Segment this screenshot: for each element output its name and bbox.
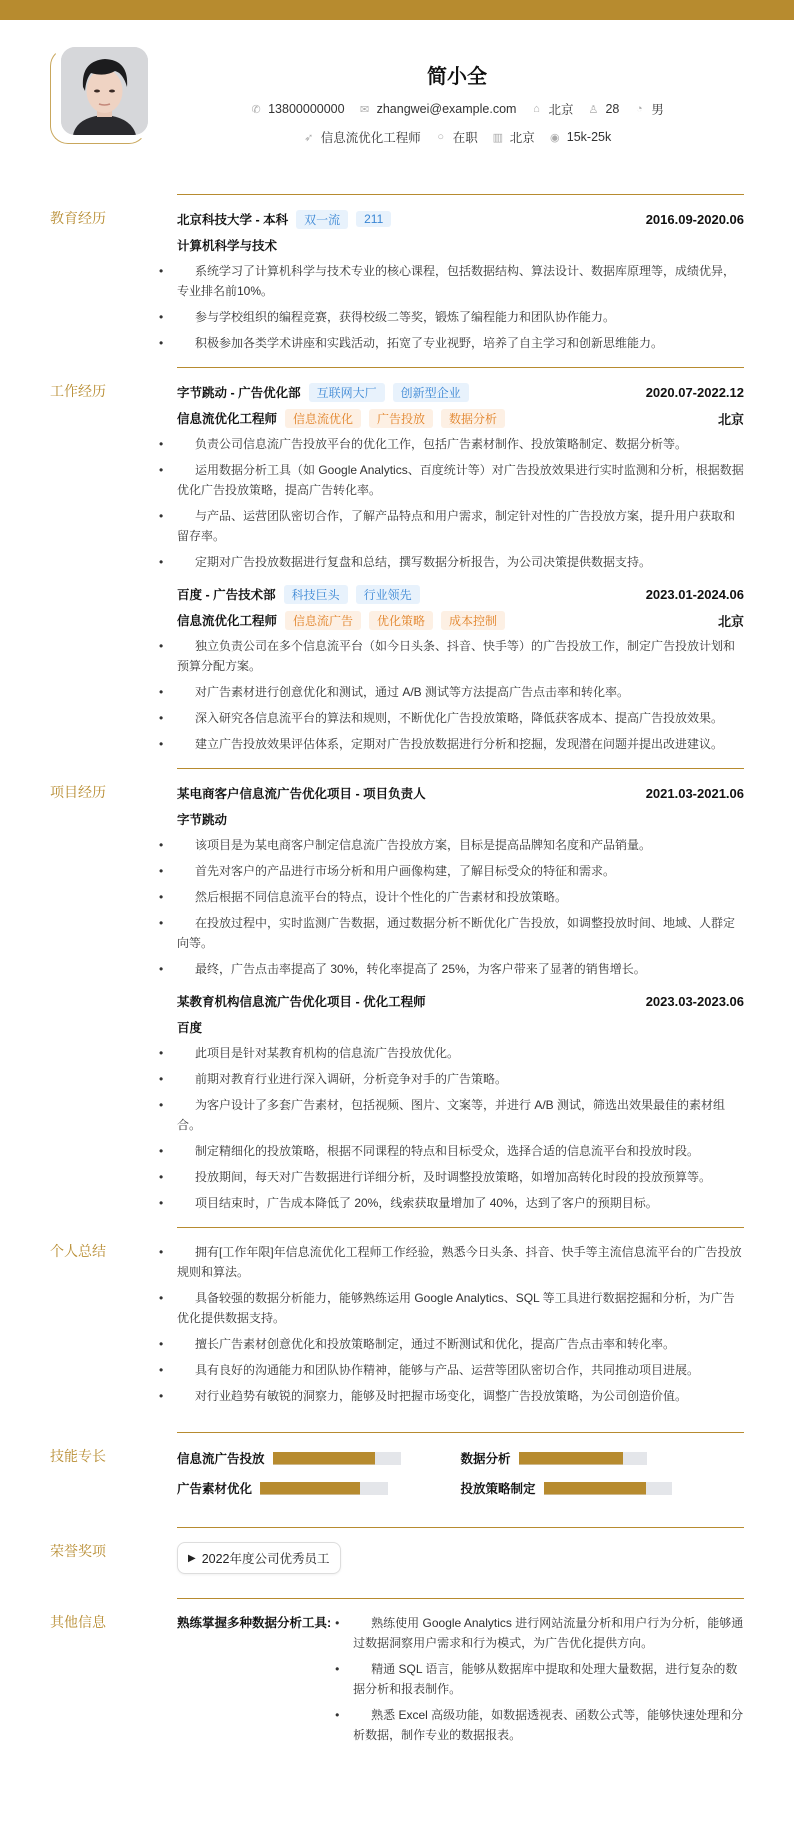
section-divider bbox=[177, 1598, 744, 1599]
school-tag: 双一流 bbox=[296, 210, 348, 229]
skill-bar bbox=[260, 1482, 388, 1495]
phone-icon: ✆ bbox=[251, 103, 261, 116]
section-divider bbox=[177, 1527, 744, 1528]
skill-bar bbox=[273, 1452, 401, 1465]
cake-icon: ♙ bbox=[588, 103, 599, 116]
project-bullets bbox=[177, 835, 744, 979]
summary-bullets bbox=[177, 1242, 744, 1406]
other-label: 熟练掌握多种数据分析工具: bbox=[177, 1616, 332, 1630]
education-bullets bbox=[177, 261, 744, 353]
role-tag: 广告投放 bbox=[369, 409, 433, 428]
project-date: 2021.03-2021.06 bbox=[645, 785, 744, 801]
bullet-item: • 制定精细化的投放策略，根据不同课程的特点和目标受众，选择合适的信息流平台和投放时段。 bbox=[177, 1141, 744, 1161]
major: 计算机科学与技术 bbox=[177, 239, 278, 253]
contact-row bbox=[0, 100, 794, 118]
project-entry bbox=[177, 991, 744, 1213]
work-bullets bbox=[177, 434, 744, 572]
home-icon: ⌂ bbox=[533, 103, 540, 115]
bullet-item: • 擅长广告素材创意优化和投放策略制定，通过不断测试和优化，提高广告点击率和转化率。 bbox=[177, 1334, 744, 1354]
section-title-education: 教育经历 bbox=[50, 210, 106, 226]
info-value: 北京 bbox=[548, 103, 574, 117]
info-value: zhangwei@example.com bbox=[376, 102, 517, 116]
project-date: 2023.03-2023.06 bbox=[645, 993, 744, 1009]
work-section bbox=[0, 367, 794, 754]
other-bullets bbox=[335, 1613, 744, 1751]
section-title-work: 工作经历 bbox=[50, 383, 106, 399]
award-item[interactable] bbox=[177, 1542, 341, 1574]
skill-label: 广告素材优化 bbox=[177, 1482, 253, 1496]
bullet-item: • 然后根据不同信息流平台的特点，设计个性化的广告素材和投放策略。 bbox=[177, 887, 744, 907]
info-value: 信息流优化工程师 bbox=[320, 131, 421, 145]
bullet-item: • 积极参加各类学术讲座和实践活动，拓宽了专业视野，培养了自主学习和创新思维能力。 bbox=[177, 333, 744, 353]
bullet-item: • 为客户设计了多套广告素材，包括视频、图片、文案等，并进行 A/B 测试，筛选出效果最佳的素材组合。 bbox=[177, 1095, 744, 1135]
summary-section bbox=[0, 1227, 794, 1406]
job-role: 信息流优化工程师 bbox=[177, 614, 278, 628]
bullet-item: • 项目结束时，广告成本降低了 20%，线索获取量增加了 40%，达到了客户的预期目标。 bbox=[177, 1193, 744, 1213]
company-tag: 互联网大厂 bbox=[309, 383, 385, 402]
bullet-item: • 最终，广告点击率提高了 30%，转化率提高了 25%，为客户带来了显著的销售增长。 bbox=[177, 959, 744, 979]
bullet-item: • 负责公司信息流广告投放平台的优化工作，包括广告素材制作、投放策略制定、数据分析等。 bbox=[177, 434, 744, 454]
work-city: 北京 bbox=[717, 613, 744, 629]
info-value: 在职 bbox=[452, 131, 478, 145]
skill-item bbox=[177, 1479, 461, 1497]
project-entry bbox=[177, 783, 744, 979]
gender-icon: ◔ bbox=[636, 103, 643, 115]
section-divider bbox=[177, 367, 744, 368]
bullet-item: • 与产品、运营团队密切合作，了解产品特点和用户需求，制定针对性的广告投放方案，提升用户获取和留存率。 bbox=[177, 506, 744, 546]
bullet-item: • 独立负责公司在多个信息流平台（如今日头条、抖音、快手等）的广告投放工作，制定广告投放计划和预算分配方案。 bbox=[177, 636, 744, 676]
info-value: 28 bbox=[605, 102, 620, 116]
section-divider bbox=[177, 1432, 744, 1433]
section-title-projects: 项目经历 bbox=[50, 784, 106, 800]
section-title-summary: 个人总结 bbox=[50, 1243, 106, 1259]
bullet-item: • 精通 SQL 语言，能够从数据库中提取和处理大量数据，进行复杂的数据分析和报表制作。 bbox=[353, 1659, 744, 1699]
other-info bbox=[177, 1613, 744, 1751]
section-title-skills: 技能专长 bbox=[50, 1448, 106, 1464]
bullet-item: • 建立广告投放效果评估体系，定期对广告投放数据进行分析和挖掘，发现潜在问题并提出改进建议。 bbox=[177, 734, 744, 754]
bullet-item: • 拥有[工作年限]年信息流优化工程师工作经验，熟悉今日头条、抖音、快手等主流信息流平台的广告投放规则和算法。 bbox=[177, 1242, 744, 1282]
candidate-name: 简小全 bbox=[427, 66, 487, 88]
role-tag: 信息流广告 bbox=[285, 611, 361, 630]
info-value: 男 bbox=[651, 103, 664, 117]
role-tag: 成本控制 bbox=[441, 611, 505, 630]
work-bullets bbox=[177, 636, 744, 754]
info-item bbox=[303, 128, 421, 146]
section-title-awards: 荣誉奖项 bbox=[50, 1543, 106, 1559]
skill-bar-fill bbox=[519, 1452, 624, 1465]
section-divider bbox=[177, 768, 744, 769]
project-org: 百度 bbox=[177, 1021, 203, 1035]
info-item bbox=[359, 100, 517, 118]
send-icon: ➶ bbox=[304, 131, 314, 144]
skill-bar-fill bbox=[260, 1482, 360, 1495]
bullet-item: • 投放期间，每天对广告数据进行详细分析，及时调整投放策略，如增加高转化时段的投放预算等。 bbox=[177, 1167, 744, 1187]
section-title-other: 其他信息 bbox=[50, 1614, 106, 1630]
work-entry bbox=[177, 584, 744, 754]
bullet-item: • 系统学习了计算机科学与技术专业的核心课程，包括数据结构、算法设计、数据库原理等，成绩优异，专业排名前10%。 bbox=[177, 261, 744, 301]
salary-icon: ◉ bbox=[549, 131, 560, 144]
info-item bbox=[435, 128, 478, 146]
work-date: 2023.01-2024.06 bbox=[645, 586, 744, 602]
education-entry bbox=[177, 209, 744, 353]
bullet-item: • 具有良好的沟通能力和团队协作精神，能够与产品、运营等团队密切合作，共同推动项目进展。 bbox=[177, 1360, 744, 1380]
role-tag: 优化策略 bbox=[369, 611, 433, 630]
other-section bbox=[0, 1598, 794, 1751]
section-divider bbox=[177, 194, 744, 195]
info-value: 13800000000 bbox=[268, 102, 345, 116]
work-entry bbox=[177, 382, 744, 572]
school-name: 北京科技大学 - 本科 bbox=[177, 213, 289, 227]
skill-label: 投放策略制定 bbox=[460, 1482, 536, 1496]
section-divider bbox=[177, 1227, 744, 1228]
info-value: 15k-25k bbox=[566, 130, 612, 144]
bullet-item: • 具备较强的数据分析能力，能够熟练运用 Google Analytics、SQL 等工具进行数据挖掘和分析，为广告优化提供数据支持。 bbox=[177, 1288, 744, 1328]
bullet-item: • 在投放过程中，实时监测广告数据，通过数据分析不断优化广告投放，如调整投放时间、地域、人群定向等。 bbox=[177, 913, 744, 953]
project-name: 某教育机构信息流广告优化项目 - 优化工程师 bbox=[177, 995, 426, 1009]
bullet-item: • 定期对广告投放数据进行复盘和总结，撰写数据分析报告，为公司决策提供数据支持。 bbox=[177, 552, 744, 572]
project-bullets bbox=[177, 1043, 744, 1213]
project-org: 字节跳动 bbox=[177, 813, 228, 827]
education-section bbox=[0, 194, 794, 353]
role-tag: 数据分析 bbox=[441, 409, 505, 428]
bullet-item: • 熟练使用 Google Analytics 进行网站流量分析和用户行为分析，能够通过数据洞察用户需求和行为模式，为广告优化提供方向。 bbox=[353, 1613, 744, 1653]
skill-label: 信息流广告投放 bbox=[177, 1452, 265, 1466]
bullet-item: • 此项目是针对某教育机构的信息流广告投放优化。 bbox=[177, 1043, 744, 1063]
skills-section bbox=[0, 1432, 794, 1497]
skill-item bbox=[461, 1449, 745, 1467]
company-tag: 创新型企业 bbox=[393, 383, 469, 402]
info-item bbox=[250, 100, 344, 118]
info-item bbox=[530, 100, 573, 118]
school-tag: 211 bbox=[356, 211, 391, 227]
info-item bbox=[549, 128, 611, 146]
company-name: 百度 - 广告技术部 bbox=[177, 588, 276, 602]
bullet-item: • 对行业趋势有敏锐的洞察力，能够及时把握市场变化，调整广告投放策略，为公司创造价值。 bbox=[177, 1386, 744, 1406]
role-tag: 信息流优化 bbox=[285, 409, 361, 428]
job-intent-row bbox=[0, 128, 794, 146]
job-role: 信息流优化工程师 bbox=[177, 412, 278, 426]
work-city: 北京 bbox=[717, 411, 744, 427]
info-item bbox=[633, 100, 664, 118]
bullet-item: • 前期对教育行业进行深入调研，分析竞争对手的广告策略。 bbox=[177, 1069, 744, 1089]
bullet-item: • 该项目是为某电商客户制定信息流广告投放方案，目标是提高品牌知名度和产品销量。 bbox=[177, 835, 744, 855]
projects-section bbox=[0, 768, 794, 1213]
top-accent-bar bbox=[0, 0, 794, 20]
bullet-item: • 熟悉 Excel 高级功能，如数据透视表、函数公式等，能够快速处理和分析数据，制作专业的数据报表。 bbox=[353, 1705, 744, 1745]
mail-icon: ✉ bbox=[359, 103, 370, 116]
bullet-item: • 运用数据分析工具（如 Google Analytics、百度统计等）对广告投放效果进行实时监测和分析，根据数据优化广告投放策略，提高广告转化率。 bbox=[177, 460, 744, 500]
company-tag: 行业领先 bbox=[356, 585, 420, 604]
skill-item bbox=[461, 1479, 745, 1497]
skill-bar bbox=[519, 1452, 647, 1465]
bullet-item: • 对广告素材进行创意优化和测试，通过 A/B 测试等方法提高广告点击率和转化率。 bbox=[177, 682, 744, 702]
info-item bbox=[492, 128, 535, 146]
info-item bbox=[587, 100, 619, 118]
skill-item bbox=[177, 1449, 461, 1467]
triangle-right-icon: ▶ bbox=[188, 1552, 196, 1564]
skill-bar-fill bbox=[273, 1452, 375, 1465]
skill-bar bbox=[544, 1482, 672, 1495]
education-date: 2016.09-2020.06 bbox=[645, 211, 744, 227]
award-label: 2022年度公司优秀员工 bbox=[201, 1552, 330, 1566]
company-name: 字节跳动 - 广告优化部 bbox=[177, 386, 301, 400]
bullet-item: • 首先对客户的产品进行市场分析和用户画像构建，了解目标受众的特征和需求。 bbox=[177, 861, 744, 881]
bullet-item: • 参与学校组织的编程竞赛，获得校级二等奖，锻炼了编程能力和团队协作能力。 bbox=[177, 307, 744, 327]
awards-section bbox=[0, 1527, 794, 1574]
skill-bar-fill bbox=[544, 1482, 646, 1495]
bullet-item: • 深入研究各信息流平台的算法和规则，不断优化广告投放策略，降低获客成本、提高广告投放效果。 bbox=[177, 708, 744, 728]
work-date: 2020.07-2022.12 bbox=[645, 384, 744, 400]
info-value: 北京 bbox=[509, 131, 535, 145]
skills-grid bbox=[177, 1447, 744, 1497]
company-tag: 科技巨头 bbox=[284, 585, 348, 604]
building-icon: ▥ bbox=[492, 131, 503, 144]
skill-label: 数据分析 bbox=[460, 1452, 511, 1466]
status-icon: ○ bbox=[437, 131, 445, 143]
resume-header bbox=[0, 20, 794, 170]
project-name: 某电商客户信息流广告优化项目 - 项目负责人 bbox=[177, 787, 426, 801]
